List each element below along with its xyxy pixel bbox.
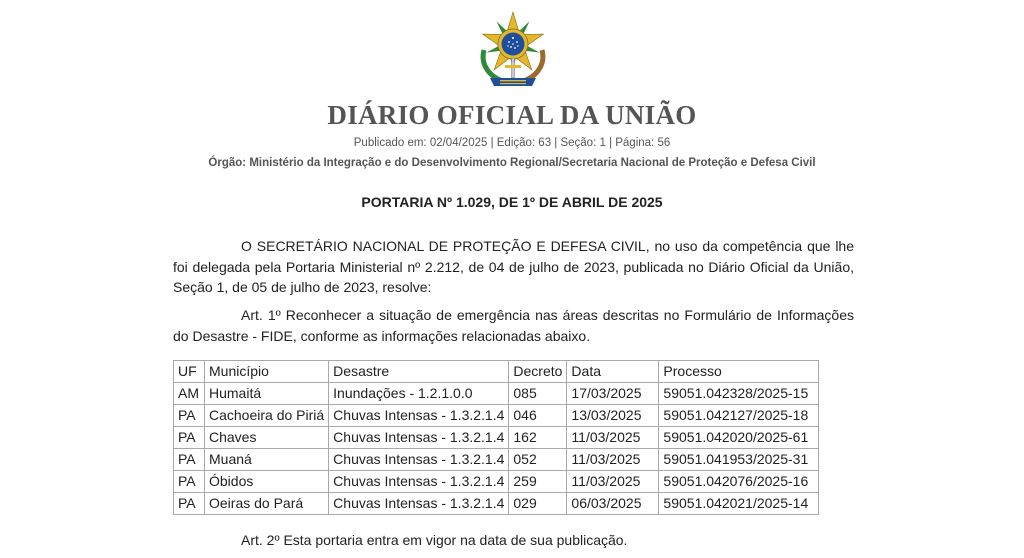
processo-cell: 59051.042328/2025-15 (659, 383, 819, 405)
data-cell: 11/03/2025 (567, 449, 659, 471)
table-row (174, 427, 819, 449)
data-cell: 13/03/2025 (567, 405, 659, 427)
portaria-title: PORTARIA Nº 1.029, DE 1º DE ABRIL DE 2025 (361, 194, 663, 210)
uf-cell: PA (174, 493, 205, 515)
header-cell: Desastre (329, 361, 509, 383)
orgao-label: Órgão: (208, 157, 247, 169)
table-row (174, 405, 819, 427)
municipio-cell: Humaitá (205, 383, 329, 405)
desastre-cell: Inundações - 1.2.1.0.0 (329, 383, 509, 405)
processo-cell: 59051.042076/2025-16 (659, 471, 819, 493)
decreto-cell: 162 (509, 427, 567, 449)
decreto-cell: 052 (509, 449, 567, 471)
desastre-cell: Chuvas Intensas - 1.3.2.1.4 (329, 427, 509, 449)
decreto-cell: 046 (509, 405, 567, 427)
masthead-title: DIÁRIO OFICIAL DA UNIÃO (327, 100, 697, 130)
decreto-cell: 029 (509, 493, 567, 515)
article-2-paragraph: Art. 2º Esta portaria entra em vigor na data de sua publicação. (241, 532, 628, 548)
table-header-row (174, 361, 819, 383)
municipio-cell: Cachoeira do Piriá (205, 405, 329, 427)
orgao-line (0, 157, 1024, 169)
publication-info: Publicado em: 02/04/2025 | Edição: 63 | Seção: 1 | Página: 56 (353, 137, 671, 149)
municipio-cell: Oeiras do Pará (205, 493, 329, 515)
municipio-cell: Muaná (205, 449, 329, 471)
data-cell: 06/03/2025 (567, 493, 659, 515)
header-cell: Decreto (509, 361, 567, 383)
data-cell: 17/03/2025 (567, 383, 659, 405)
table-row (174, 449, 819, 471)
article-1-paragraph: Art. 1º Reconhecer a situação de emergência nas áreas descritas no Formulário de Informações do Desastre - FIDE, conforme as informações relacionadas abaixo. (173, 307, 854, 344)
emergency-table (173, 360, 819, 515)
preamble-paragraph: O SECRETÁRIO NACIONAL DE PROTEÇÃO E DEFESA CIVIL, no uso da competência que lhe foi delegada pela Portaria Ministerial nº 2.212, de 04 de julho de 2023, publicada no Diário Oficial da União, Seção 1, de 05 de julho de 2023, resolve: (173, 238, 854, 295)
processo-cell: 59051.041953/2025-31 (659, 449, 819, 471)
decreto-cell: 259 (509, 471, 567, 493)
desastre-cell: Chuvas Intensas - 1.3.2.1.4 (329, 493, 509, 515)
processo-cell: 59051.042127/2025-18 (659, 405, 819, 427)
uf-cell: AM (174, 383, 205, 405)
table-row (174, 493, 819, 515)
header-cell: Município (205, 361, 329, 383)
decreto-cell: 085 (509, 383, 567, 405)
desastre-cell: Chuvas Intensas - 1.3.2.1.4 (329, 449, 509, 471)
header-cell: Data (567, 361, 659, 383)
municipio-cell: Óbidos (205, 471, 329, 493)
header-cell: UF (174, 361, 205, 383)
uf-cell: PA (174, 427, 205, 449)
uf-cell: PA (174, 449, 205, 471)
data-cell: 11/03/2025 (567, 471, 659, 493)
orgao-value: Ministério da Integração e do Desenvolvimento Regional/Secretaria Nacional de Proteção e Defesa Civil (249, 157, 816, 169)
table-row (174, 471, 819, 493)
processo-cell: 59051.042020/2025-61 (659, 427, 819, 449)
table-row (174, 383, 819, 405)
desastre-cell: Chuvas Intensas - 1.3.2.1.4 (329, 471, 509, 493)
uf-cell: PA (174, 405, 205, 427)
brazil-coat-of-arms-icon (472, 10, 554, 90)
data-cell: 11/03/2025 (567, 427, 659, 449)
uf-cell: PA (174, 471, 205, 493)
header-cell: Processo (659, 361, 819, 383)
municipio-cell: Chaves (205, 427, 329, 449)
processo-cell: 59051.042021/2025-14 (659, 493, 819, 515)
desastre-cell: Chuvas Intensas - 1.3.2.1.4 (329, 405, 509, 427)
